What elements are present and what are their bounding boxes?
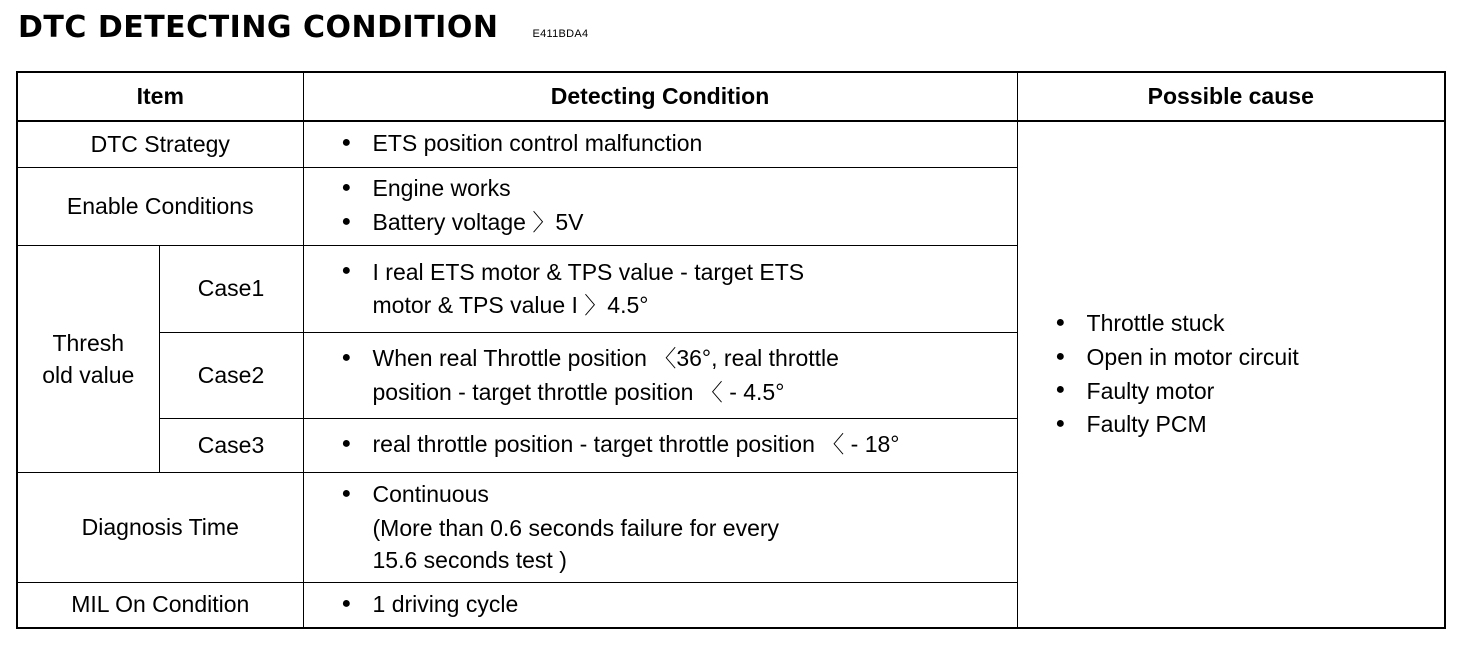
item-case3: Case3 [159, 418, 303, 472]
condition-case2: ● When real Throttle position 〈36°, real throttle position - target throttle position 〈 - 4.5° [303, 332, 1017, 418]
item-case1: Case1 [159, 245, 303, 332]
bullet-icon: ● [1055, 313, 1066, 331]
condition-diagnosis-time: ● Continuous (More than 0.6 seconds failure for every 15.6 seconds test ) [303, 472, 1017, 582]
bullet-icon: ● [341, 348, 352, 366]
item-mil-on-condition: MIL On Condition [17, 582, 303, 628]
item-threshold-value: Thresh old value [17, 245, 159, 472]
header-condition: Detecting Condition [303, 72, 1017, 121]
condition-enable: ● Engine works ● Battery voltage 〉5V [303, 167, 1017, 245]
bullet-icon: ● [341, 134, 352, 152]
condition-mil: ● 1 driving cycle [303, 582, 1017, 628]
bullet-icon: ● [341, 262, 352, 280]
list-item: ● Throttle stuck [1056, 307, 1445, 341]
list-item: ● Faulty motor [1056, 375, 1445, 409]
header-row [17, 72, 1445, 121]
document-code: E411BDA4 [532, 28, 589, 40]
dtc-condition-table [16, 71, 1446, 629]
condition-case1: ● I real ETS motor & TPS value - target ETS motor & TPS value I 〉4.5° [303, 245, 1017, 332]
bullet-icon: ● [1055, 415, 1066, 433]
bullet-icon: ● [341, 179, 352, 196]
bullet-icon: ● [341, 434, 352, 452]
list-item: ● Faulty PCM [1056, 408, 1445, 442]
bullet-icon: ● [341, 212, 352, 230]
bullet-icon: ● [341, 594, 352, 612]
bullet-icon: ● [1055, 347, 1066, 365]
bullet-icon: ● [341, 484, 352, 502]
possible-causes [1017, 121, 1445, 628]
list-item: ● Open in motor circuit [1056, 341, 1445, 375]
table-row [17, 121, 1445, 167]
header-item: Item [17, 72, 303, 121]
condition-case3: ● real throttle position - target throttle position 〈 - 18° [303, 418, 1017, 472]
title-row [18, 10, 588, 50]
page-title: DTC DETECTING CONDITION [18, 10, 499, 45]
item-diagnosis-time: Diagnosis Time [17, 472, 303, 582]
item-enable-conditions: Enable Conditions [17, 167, 303, 245]
header-cause: Possible cause [1017, 72, 1445, 121]
item-dtc-strategy: DTC Strategy [17, 121, 303, 167]
item-case2: Case2 [159, 332, 303, 418]
bullet-icon: ● [1055, 381, 1066, 399]
condition-dtc-strategy: ● ETS position control malfunction [303, 121, 1017, 167]
